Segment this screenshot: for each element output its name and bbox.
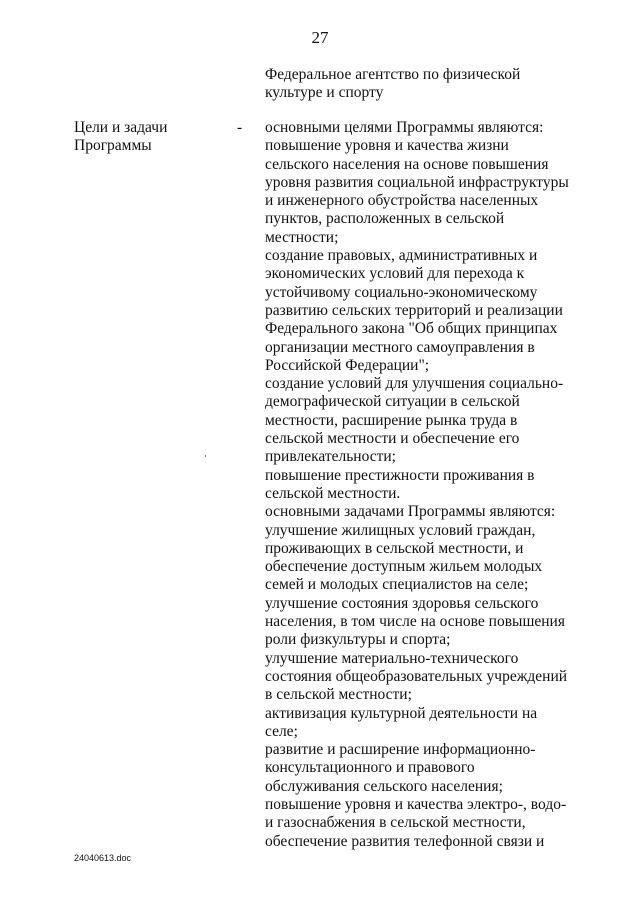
content-line: пунктов, расположенных в сельской [265,210,505,228]
content-line: населения, в том числе на основе повышения [265,613,565,631]
section-dash: - [237,119,243,136]
agency-heading-line: Федеральное агентство по физической [265,66,521,83]
content-line: развитие и расширение информационно- [265,741,536,759]
content-line: селе; [265,722,298,740]
content-line: привлекательности; [265,448,396,466]
content-line: устойчивому социально-экономическому [265,283,538,301]
section-label-line: Цели и задачи [74,119,168,136]
content-line: Российской Федерации"; [265,356,430,374]
content-line: обслуживания сельского населения; [265,777,503,795]
content-line: повышение уровня и качества жизни [265,137,509,155]
content-line: проживающих в сельской местности, и [265,539,524,557]
content-line: развитию сельских территорий и реализации [265,301,563,319]
content-line: консультационного и правового [265,759,475,777]
content-line: сельской местности. [265,484,401,502]
content-line: демографической ситуации в сельской [265,393,520,411]
content-line: семей и молодых специалистов на селе; [265,576,529,594]
content-line: состояния общеобразовательных учреждений [265,667,568,685]
content-line: экономических условий для перехода к [265,265,525,283]
section-content [265,119,575,851]
file-name-footer: 24040613.doc [74,853,132,863]
content-line: основными целями Программы являются: [265,119,544,136]
content-line: создание правовых, административных и [265,247,538,265]
content-line: повышение престижности проживания в [265,466,535,484]
content-line: обеспечение доступным жильем молодых [265,558,543,576]
content-line: и инженерного обустройства населенных [265,192,539,210]
content-line: сельского населения на основе повышения [265,155,549,173]
agency-heading-line: культуре и спорту [265,84,384,102]
scan-speck [205,455,206,457]
content-line: в сельской местности; [265,686,412,704]
section-label [74,119,167,156]
content-line: местности; [265,228,339,246]
content-line: активизация культурной деятельности на [265,704,538,722]
content-line: создание условий для улучшения социально- [265,375,564,393]
content-line: уровня развития социальной инфраструктуры [265,173,569,191]
agency-heading [265,66,565,103]
content-line: улучшение состояния здоровья сельского [265,594,539,612]
content-line: Федерального закона "Об общих принципах [265,320,558,338]
section-label-line: Программы [74,137,152,155]
content-line: организации местного самоуправления в [265,338,535,356]
content-line: улучшение жилищных условий граждан, [265,521,536,539]
content-line: основными задачами Программы являются: [265,503,556,521]
content-line: местности, расширение рынка труда в [265,411,518,429]
page-number: 27 [311,28,329,47]
content-line: улучшение материально-технического [265,649,519,667]
content-line: роли физкультуры и спорта; [265,631,451,649]
content-line: обеспечение развития телефонной связи и [265,832,545,850]
content-line: и газоснабжения в сельской местности, [265,814,526,832]
content-line: сельской местности и обеспечение его [265,430,520,448]
content-line: повышение уровня и качества электро-, водо- [265,795,567,813]
